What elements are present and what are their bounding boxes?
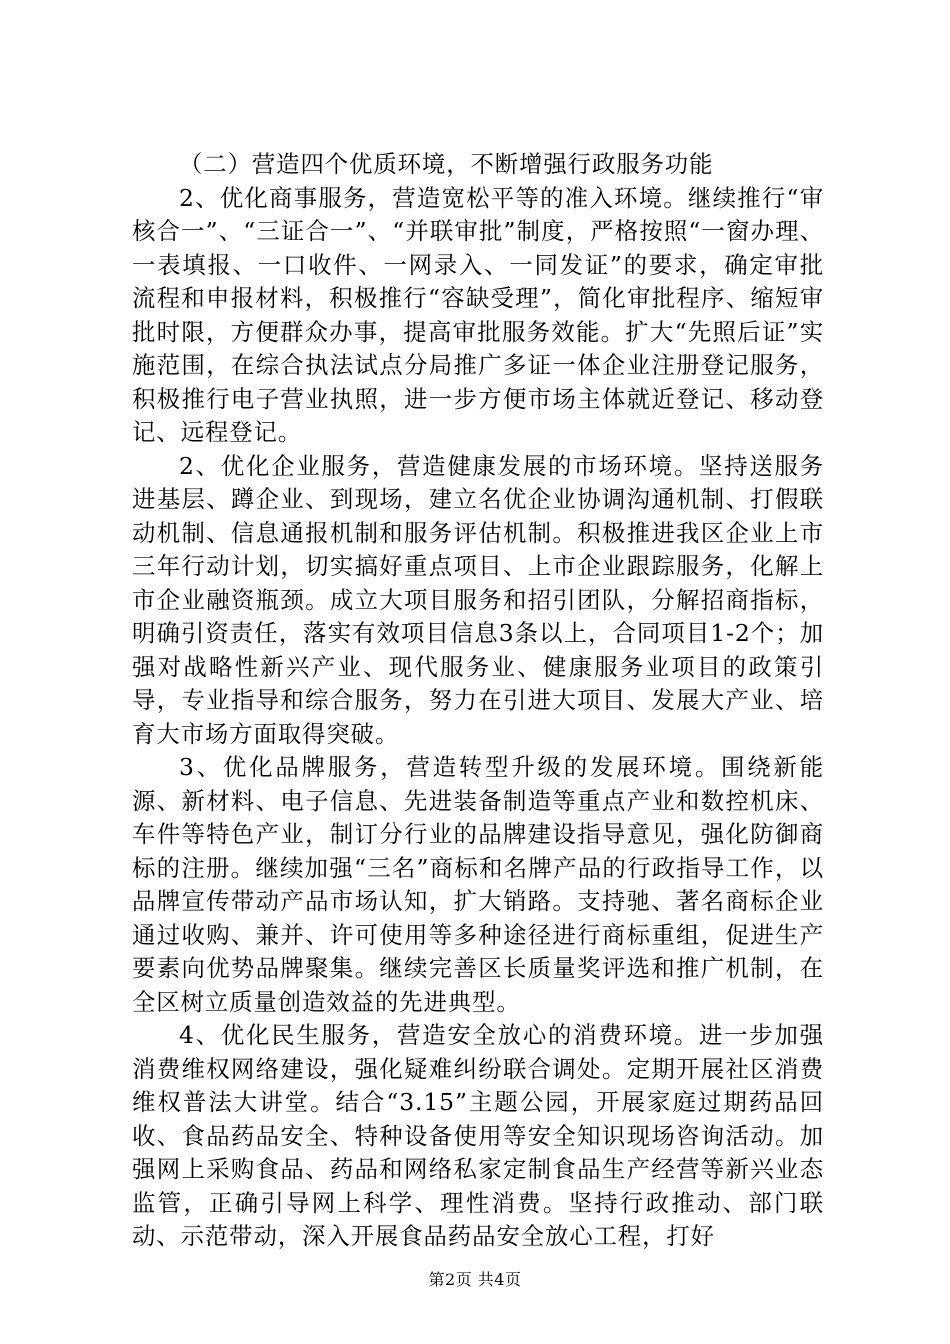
page-number-footer: 第2页 共4页 [428,1270,522,1289]
paragraph-brand-service: 3、优化品牌服务，营造转型升级的发展环境。围绕新能源、新材料、电子信息、先进装备制造等重点产业和数控机床、车件等特色产业，制订分行业的品牌建设指导意见，强化防御商标的注册。继续加强“三名”商标和名牌产品的行政指导工作，以品牌宣传带动产品市场认知，扩大销路。支持驰、著名商标企业通过收购、兼并、许可使用等多种途径进行商标重组，促进生产要素向优势品牌聚集。继续完善区长质量奖评选和推广机制，在全区树立质量创造效益的先进典型。 [132,753,824,1016]
paragraph-enterprise-service: 2、优化企业服务，营造健康发展的市场环境。坚持送服务进基层、蹲企业、到现场，建立名优企业协调沟通机制、打假联动机制、信息通报机制和服务评估机制。积极推进我区企业上市三年行动计划，切实搞好重点项目、上市企业跟踪服务，化解上市企业融资瓶颈。成立大项目服务和招引团队，分解招商指标，明确引资责任，落实有效项目信息3条以上，合同项目1-2个；加强对战略性新兴产业、现代服务业、健康服务业项目的政策引导，专业指导和综合服务，努力在引进大项目、发展大产业、培育大市场方面取得突破。 [132,451,824,748]
document-body [132,148,824,1254]
section-heading: （二）营造四个优质环境，不断增强行政服务功能 [179,150,714,178]
paragraph-business-service: 2、优化商事服务，营造宽松平等的准入环境。继续推行“审核合一”、“三证合一”、“并联审批”制度，严格按照“一窗办理、一表填报、一口收件、一网录入、一同发证”的要求，确定审批流程和申报材料，积极推行“容缺受理”，简化审批程序、缩短审批时限，方便群众办事，提高审批服务效能。扩大“先照后证”实施范围，在综合执法试点分局推广多证一体企业注册登记服务，积极推行电子营业执照，进一步方便市场主体就近登记、移动登记、远程登记。 [132,183,824,446]
paragraph-livelihood-service: 4、优化民生服务，营造安全放心的消费环境。进一步加强消费维权网络建设，强化疑难纠纷联合调处。定期开展社区消费维权普法大讲堂。结合“3.15”主题公园，开展家庭过期药品回收、食品药品安全、特种设备使用等安全知识现场咨询活动。加强网上采购食品、药品和网络私家定制食品生产经营等新兴业态监管，正确引导网上科学、理性消费。坚持行政推动、部门联动、示范带动，深入开展食品药品安全放心工程，打好 [132,1021,824,1250]
